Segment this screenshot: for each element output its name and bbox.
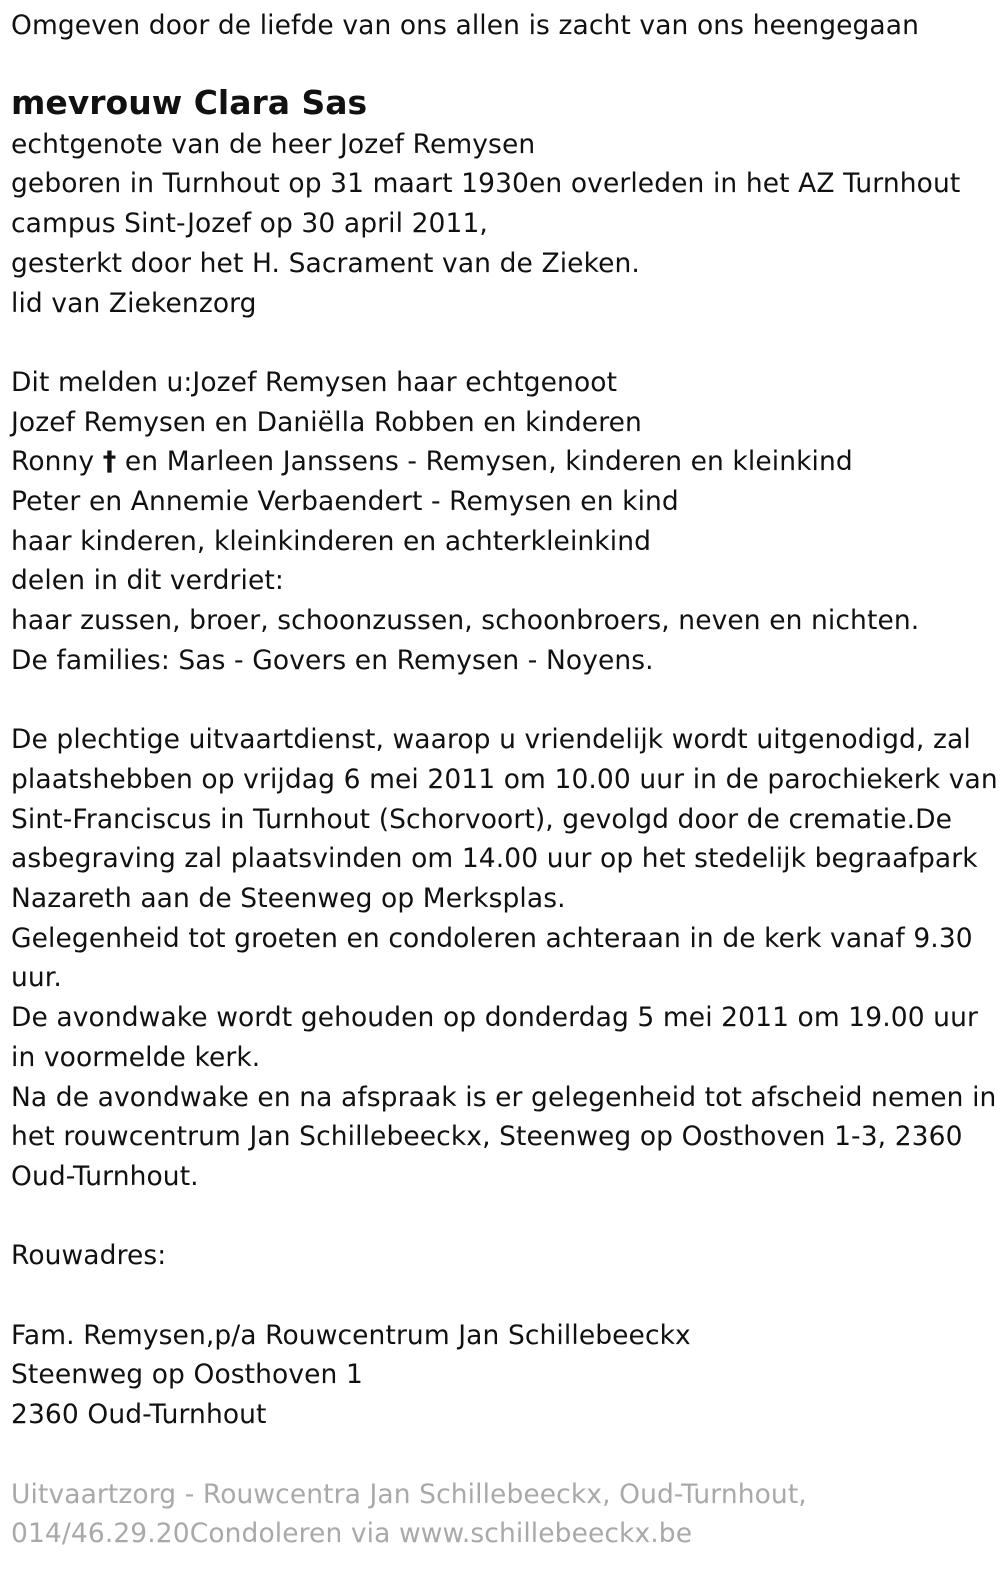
ceremony-block bbox=[11, 720, 998, 1196]
ceremony-line: het rouwcentrum Jan Schillebeeckx, Steenweg op Oosthoven 1-3, 2360 bbox=[11, 1121, 963, 1153]
family-line: Jozef Remysen en Daniëlla Robben en kinderen bbox=[11, 406, 642, 438]
obituary-notice bbox=[11, 6, 998, 1554]
family-line: haar kinderen, kleinkinderen en achterkleinkind bbox=[11, 525, 652, 557]
ceremony-line: Sint-Franciscus in Turnhout (Schorvoort), gevolgd door de crematie.De bbox=[11, 803, 952, 835]
address-line: Fam. Remysen,p/a Rouwcentrum Jan Schillebeeckx bbox=[11, 1319, 691, 1351]
ceremony-line: asbegraving zal plaatsvinden om 14.00 uur op het stedelijk begraafpark bbox=[11, 843, 978, 875]
spacer bbox=[11, 681, 991, 721]
ceremony-line: De plechtige uitvaartdienst, waarop u vriendelijk wordt uitgenodigd, zal bbox=[11, 724, 971, 756]
details-line: echtgenote van de heer Jozef Remysen bbox=[11, 128, 536, 160]
details-line: geboren in Turnhout op 31 maart 1930en overleden in het AZ Turnhout bbox=[11, 168, 961, 200]
address-line: 2360 Oud-Turnhout bbox=[11, 1399, 267, 1431]
family-block bbox=[11, 363, 991, 681]
family-line: Peter en Annemie Verbaendert - Remysen en kind bbox=[11, 486, 679, 518]
spacer bbox=[11, 1197, 991, 1237]
intro-text: Omgeven door de liefde van ons allen is zacht van ons heengegaan bbox=[11, 10, 920, 41]
ceremony-line: Na de avondwake en na afspraak is er gelegenheid tot afscheid nemen in bbox=[11, 1081, 997, 1113]
spacer bbox=[11, 1276, 991, 1316]
ceremony-line: Nazareth aan de Steenweg op Merksplas. bbox=[11, 883, 566, 915]
family-line-rest: en Marleen Janssens - Remysen, kinderen en kleinkind bbox=[116, 446, 853, 478]
address-block bbox=[11, 1316, 991, 1435]
footer bbox=[11, 1475, 991, 1554]
ceremony-line: plaatshebben op vrijdag 6 mei 2011 om 10.00 uur in de parochiekerk van bbox=[11, 763, 998, 795]
family-line: Dit melden u:Jozef Remysen haar echtgenoot bbox=[11, 366, 618, 398]
family-line: delen in dit verdriet: bbox=[11, 565, 284, 597]
ceremony-line: Oud-Turnhout. bbox=[11, 1160, 199, 1192]
details-line: campus Sint-Jozef op 30 april 2011, bbox=[11, 208, 488, 240]
family-line-with-cross bbox=[11, 442, 991, 482]
ceremony-line: Gelegenheid tot groeten en condoleren achteraan in de kerk vanaf 9.30 bbox=[11, 922, 973, 954]
family-line: haar zussen, broer, schoonzussen, schoonbroers, neven en nichten. bbox=[11, 605, 920, 637]
ceremony-line: De avondwake wordt gehouden op donderdag 5 mei 2011 om 19.00 uur bbox=[11, 1002, 978, 1034]
address-line: Steenweg op Oosthoven 1 bbox=[11, 1359, 363, 1391]
details-block bbox=[11, 125, 991, 324]
family-line: De families: Sas - Govers en Remysen - Noyens. bbox=[11, 644, 654, 676]
footer-line: Uitvaartzorg - Rouwcentra Jan Schillebeeckx, Oud-Turnhout, bbox=[11, 1478, 807, 1510]
details-line: lid van Ziekenzorg bbox=[11, 287, 257, 319]
details-line: gesterkt door het H. Sacrament van de Zieken. bbox=[11, 247, 640, 279]
ceremony-line: uur. bbox=[11, 962, 62, 994]
deceased-name: mevrouw Clara Sas bbox=[11, 82, 368, 122]
family-name-ronny: Ronny bbox=[11, 446, 95, 478]
spacer bbox=[11, 1435, 991, 1475]
address-label: Rouwadres: bbox=[11, 1240, 167, 1272]
footer-line: 014/46.29.20Condoleren via www.schillebeeckx.be bbox=[11, 1518, 693, 1550]
spacer bbox=[11, 323, 991, 363]
cross-icon: † bbox=[102, 446, 117, 478]
ceremony-line: in voormelde kerk. bbox=[11, 1041, 261, 1073]
